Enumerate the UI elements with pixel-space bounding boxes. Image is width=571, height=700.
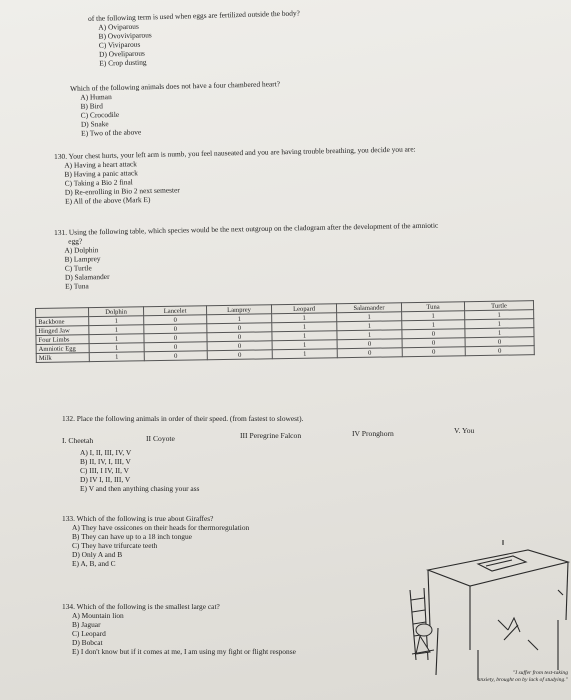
question-stem: Place the following animals in order of their speed. (from fastest to slowest). (76, 414, 304, 423)
column-header: Tuna (401, 302, 464, 312)
answer-option-a: A) Having a heart attack (64, 159, 138, 170)
question-stem: Your chest hurts, your left arm is numb, you feel nauseated and you are having trouble breathing, you decide you are: (68, 144, 416, 161)
question-number: 134. (62, 602, 75, 611)
animal-item: I. Cheetah (62, 436, 94, 445)
table-row: Milk 1 0 0 1 0 0 0 (36, 346, 534, 363)
answer-option-d: D) Bobcat (72, 638, 103, 647)
question-stem: Using the following table, which species would be the next outgroup on the cladogram after the development of the amniotic (68, 220, 439, 237)
question-132-options (70, 448, 199, 493)
character-table (35, 300, 535, 363)
answer-option-e: E) Two of the above (81, 127, 142, 138)
column-header: Lamprey (206, 305, 271, 315)
answer-option-b: B) Having a panic attack (64, 168, 139, 179)
question-stem: Which of the following is true about Giraffes? (76, 514, 214, 523)
animal-item: IV Pronghorn (352, 429, 394, 438)
answer-option-c: C) They have trifurcate teeth (72, 541, 158, 550)
answer-option-d: D) Snake (80, 119, 109, 129)
question-134 (62, 602, 296, 656)
answer-option-d: D) Only A and B (72, 550, 123, 559)
answer-option-b: B) II, IV, I, III, V (80, 457, 131, 466)
answer-option-e: E) All of the above (Mark E) (64, 194, 151, 206)
cartoon-caption: "I suffer from test-taking anxiety, brought on by lack of studying." (477, 670, 568, 683)
question-stem: Which of the following animals does not have a four chambered heart? (70, 79, 281, 93)
column-header: Leopard (271, 304, 336, 314)
column-header: Turtle (464, 301, 533, 311)
column-header: Salamander (336, 303, 401, 313)
answer-option-a: A) Dolphin (64, 245, 99, 255)
answer-option-b: B) Bird (80, 101, 103, 111)
answer-option-b: B) They can have up to a 18 inch tongue (72, 532, 192, 541)
question-number: 132. (62, 414, 75, 423)
question-stem: Which of the following is the smallest large cat? (76, 602, 220, 611)
animal-item: V. You (454, 426, 475, 435)
question-number: 133. (62, 514, 75, 523)
question-number: 130. (54, 151, 68, 161)
question-133 (62, 514, 249, 568)
answer-option-b: B) Lamprey (64, 254, 101, 264)
answer-option-c: C) Leopard (72, 629, 106, 638)
question-132 (62, 414, 303, 423)
answer-option-c: C) Turtle (64, 263, 92, 273)
answer-option-e: E) A, B, and C (72, 559, 116, 568)
answer-option-a: A) I, II, III, IV, V (80, 448, 132, 457)
answer-option-c: C) III, I IV, II, V (80, 466, 129, 475)
answer-option-b: B) Ovoviviparous (98, 30, 152, 41)
question-stem-continued: egg? (68, 236, 83, 246)
animal-item: III Peregrine Falcon (240, 431, 302, 440)
table-row: Amniotic Egg 1 0 0 1 0 0 0 (36, 337, 534, 354)
column-header: Lancelet (143, 306, 206, 316)
answer-option-d: D) IV I, II, III, V (80, 475, 131, 484)
table-row: Backbone 1 0 1 1 1 1 1 (36, 310, 534, 327)
question-stem: of the following term is used when eggs are fertilized outside the body? (88, 8, 300, 23)
table-row: Four Limbs 1 0 0 1 1 0 1 (36, 328, 534, 345)
animal-item: II Coyote (146, 434, 175, 443)
answer-option-d: D) Oveliparous (98, 48, 145, 59)
question-130 (54, 144, 417, 206)
question-131 (54, 221, 439, 291)
table-row: Hinged Jaw 1 0 0 1 1 1 1 (36, 319, 534, 336)
test-anxiety-cartoon (408, 500, 570, 690)
column-header: Dolphin (89, 307, 144, 317)
answer-option-a: A) Human (80, 92, 112, 102)
answer-option-d: D) Re-enrolling in Bio 2 next semester (64, 185, 180, 197)
answer-option-e: E) I don't know but if it comes at me, I am using my fight or flight response (72, 647, 296, 656)
question-1 (88, 8, 301, 68)
answer-option-c: C) Taking a Bio 2 final (64, 177, 133, 188)
answer-option-d: D) Salamander (64, 271, 110, 282)
answer-option-e: E) Tuna (65, 281, 89, 291)
animal-list (62, 426, 542, 448)
question-number: 131. (54, 227, 68, 237)
answer-option-c: C) Viviparous (98, 39, 141, 50)
answer-option-e: E) Crop dusting (99, 57, 147, 68)
question-2 (70, 79, 281, 138)
answer-option-a: A) They have ossicones on their heads for thermoregulation (72, 523, 250, 532)
answer-option-c: C) Crocodile (80, 109, 120, 120)
answer-option-e: E) V and then anything chasing your ass (80, 484, 200, 493)
answer-option-a: A) Mountain lion (72, 611, 124, 620)
answer-option-b: B) Jaguar (72, 620, 101, 629)
answer-option-a: A) Oviparous (98, 21, 139, 32)
